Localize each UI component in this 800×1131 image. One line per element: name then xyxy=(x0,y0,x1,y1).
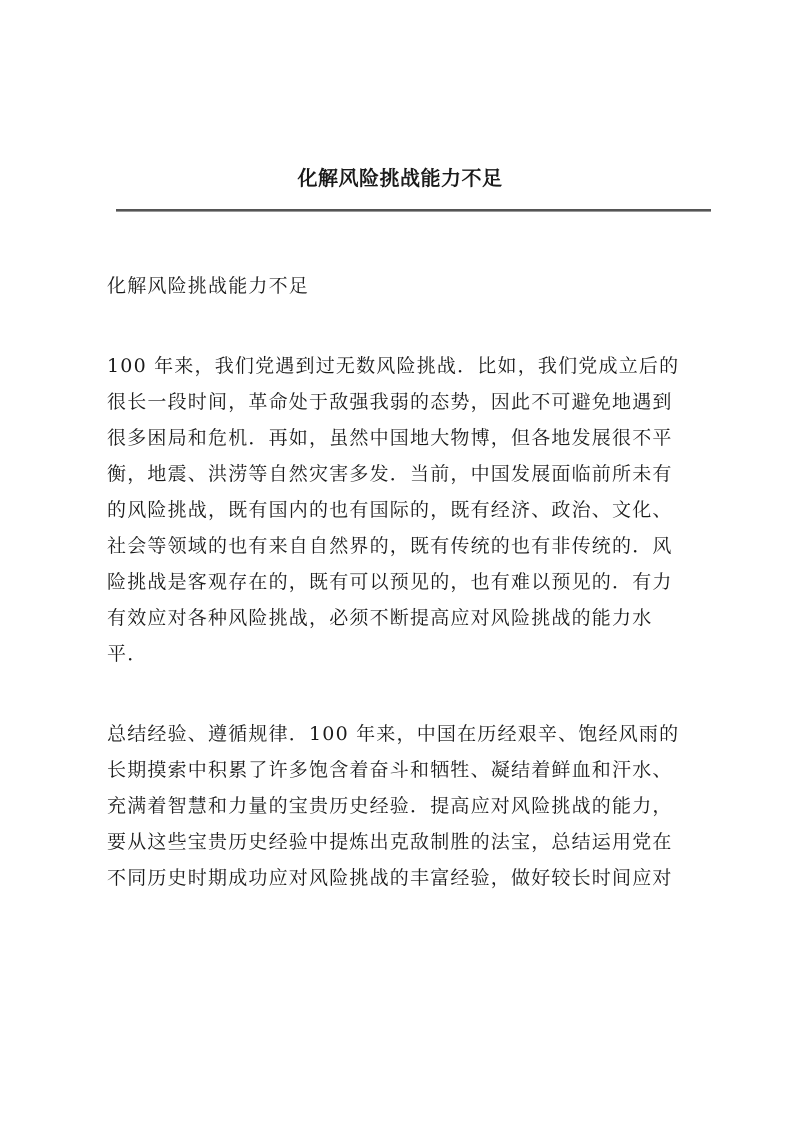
paragraph-line: 社会等领域的也有来自自然界的，既有传统的也有非传统的．风 xyxy=(107,535,673,557)
page-title: 化解风险挑战能力不足 xyxy=(297,166,503,190)
paragraph-line: 要从这些宝贵历史经验中提炼出克敌制胜的法宝，总结运用党在 xyxy=(107,831,673,853)
paragraph-line: 100 年来，我们党遇到过无数风险挑战．比如，我们党成立后的 xyxy=(107,355,680,377)
paragraph-line: 的风险挑战，既有国内的也有国际的，既有经济、政治、文化、 xyxy=(107,499,673,521)
paragraph-line: 不同历史时期成功应对风险挑战的丰富经验，做好较长时间应对 xyxy=(107,867,673,889)
section-heading-text: 化解风险挑战能力不足 xyxy=(107,275,310,297)
paragraph-line: 衡，地震、洪涝等自然灾害多发．当前，中国发展面临前所未有 xyxy=(107,463,673,485)
section-heading xyxy=(107,268,713,304)
paragraph-line: 有效应对各种风险挑战，必须不断提高应对风险挑战的能力水 xyxy=(107,607,653,629)
paragraph-line: 很多困局和危机．再如，虽然中国地大物博，但各地发展很不平 xyxy=(107,427,673,449)
paragraph-line: 总结经验、遵循规律．100 年来，中国在历经艰辛、饱经风雨的 xyxy=(107,723,680,745)
paragraph-line: 长期摸索中积累了许多饱含着奋斗和牺牲、凝结着鲜血和汗水、 xyxy=(107,759,673,781)
paragraph-line: 平． xyxy=(107,643,148,665)
document-body xyxy=(107,268,713,896)
paragraph-2 xyxy=(107,716,713,896)
paragraph-line: 险挑战是客观存在的，既有可以预见的，也有难以预见的．有力 xyxy=(107,571,673,593)
paragraph-line: 充满着智慧和力量的宝贵历史经验．提高应对风险挑战的能力， xyxy=(107,795,673,817)
paragraph-1 xyxy=(107,348,713,672)
paragraph-spacer xyxy=(107,672,713,716)
paragraph-spacer xyxy=(107,304,713,348)
title-divider xyxy=(116,209,711,212)
paragraph-line: 很长一段时间，革命处于敌强我弱的态势，因此不可避免地遇到 xyxy=(107,391,673,413)
